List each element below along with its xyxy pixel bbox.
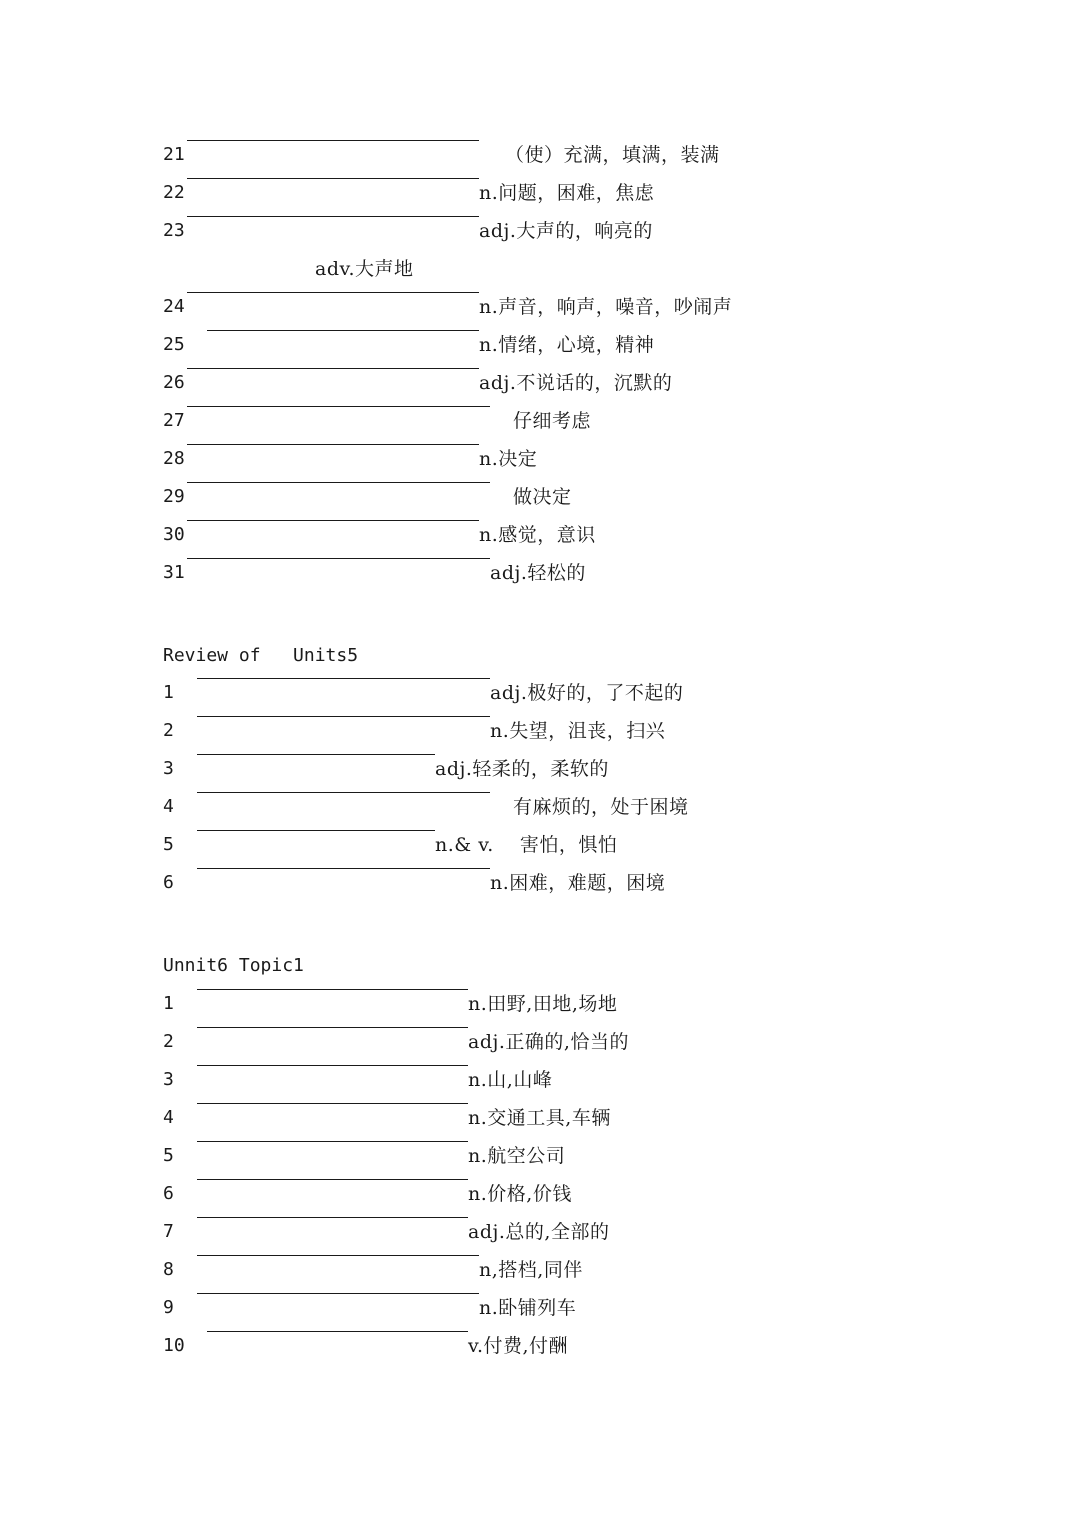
definition: n.交通工具,车辆 bbox=[468, 1107, 611, 1129]
definition: 有麻烦的，处于困境 bbox=[513, 796, 689, 818]
answer-blank[interactable] bbox=[197, 1065, 468, 1066]
answer-blank[interactable] bbox=[187, 406, 490, 407]
item-number: 10 bbox=[163, 1335, 185, 1356]
answer-blank[interactable] bbox=[197, 678, 490, 679]
item-number: 1 bbox=[163, 993, 174, 1014]
item-number: 4 bbox=[163, 796, 174, 817]
definition: adj.总的,全部的 bbox=[468, 1221, 610, 1243]
definition: n.问题，困难，焦虑 bbox=[479, 182, 655, 204]
item-number: 25 bbox=[163, 334, 185, 355]
definition: adj.不说话的，沉默的 bbox=[479, 372, 673, 394]
answer-blank[interactable] bbox=[187, 178, 479, 179]
definition: adj.大声的，响亮的 bbox=[479, 220, 653, 242]
answer-blank[interactable] bbox=[187, 216, 479, 217]
answer-blank[interactable] bbox=[207, 1331, 468, 1332]
answer-blank[interactable] bbox=[197, 1179, 468, 1180]
definition: n.卧铺列车 bbox=[479, 1297, 577, 1319]
definition: n.决定 bbox=[479, 448, 538, 470]
item-number: 26 bbox=[163, 372, 185, 393]
definition: n.航空公司 bbox=[468, 1145, 566, 1167]
item-number: 6 bbox=[163, 872, 174, 893]
definition: v.付费,付酬 bbox=[468, 1335, 569, 1357]
item-number: 22 bbox=[163, 182, 185, 203]
item-number: 30 bbox=[163, 524, 185, 545]
definition: （使）充满，填满，装满 bbox=[505, 144, 720, 166]
item-number: 7 bbox=[163, 1221, 174, 1242]
answer-blank[interactable] bbox=[197, 1255, 479, 1256]
item-number: 3 bbox=[163, 1069, 174, 1090]
item-number: 2 bbox=[163, 720, 174, 741]
definition: adj.正确的,恰当的 bbox=[468, 1031, 629, 1053]
definition: n.情绪，心境，精神 bbox=[479, 334, 655, 356]
item-number: 5 bbox=[163, 1145, 174, 1166]
answer-blank[interactable] bbox=[197, 1027, 468, 1028]
item-number: 28 bbox=[163, 448, 185, 469]
item-number: 31 bbox=[163, 562, 185, 583]
item-number: 21 bbox=[163, 144, 185, 165]
answer-blank[interactable] bbox=[197, 1217, 468, 1218]
answer-blank[interactable] bbox=[197, 1141, 468, 1142]
section-heading: Unnit6 Topic1 bbox=[163, 955, 304, 976]
definition: n,搭档,同伴 bbox=[479, 1259, 583, 1281]
definition: n.山,山峰 bbox=[468, 1069, 553, 1091]
answer-blank[interactable] bbox=[197, 754, 435, 755]
answer-blank[interactable] bbox=[187, 482, 490, 483]
item-number: 2 bbox=[163, 1031, 174, 1052]
item-number: 9 bbox=[163, 1297, 174, 1318]
section-heading: Review of Units5 bbox=[163, 645, 359, 666]
item-number: 4 bbox=[163, 1107, 174, 1128]
answer-blank[interactable] bbox=[197, 716, 490, 717]
definition: n.声音，响声，噪音，吵闹声 bbox=[479, 296, 733, 318]
item-number: 29 bbox=[163, 486, 185, 507]
definition: n.感觉，意识 bbox=[479, 524, 596, 546]
answer-blank[interactable] bbox=[197, 830, 435, 831]
definition: 仔细考虑 bbox=[513, 410, 592, 432]
item-number: 5 bbox=[163, 834, 174, 855]
item-number: 24 bbox=[163, 296, 185, 317]
definition: 做决定 bbox=[513, 486, 572, 508]
definition: adj.轻松的 bbox=[490, 562, 586, 584]
answer-blank[interactable] bbox=[197, 989, 468, 990]
item-number: 6 bbox=[163, 1183, 174, 1204]
answer-blank[interactable] bbox=[187, 444, 479, 445]
item-number: 1 bbox=[163, 682, 174, 703]
definition: adv.大声地 bbox=[315, 258, 414, 280]
item-number: 27 bbox=[163, 410, 185, 431]
answer-blank[interactable] bbox=[207, 330, 479, 331]
answer-blank[interactable] bbox=[187, 368, 479, 369]
answer-blank[interactable] bbox=[187, 558, 490, 559]
definition: adj.极好的，了不起的 bbox=[490, 682, 684, 704]
answer-blank[interactable] bbox=[187, 520, 479, 521]
answer-blank[interactable] bbox=[197, 868, 490, 869]
answer-blank[interactable] bbox=[187, 140, 479, 141]
item-number: 23 bbox=[163, 220, 185, 241]
definition: n.困难，难题，困境 bbox=[490, 872, 666, 894]
definition: n.价格,价钱 bbox=[468, 1183, 572, 1205]
definition: adj.轻柔的，柔软的 bbox=[435, 758, 609, 780]
answer-blank[interactable] bbox=[197, 792, 490, 793]
definition: n.田野,田地,场地 bbox=[468, 993, 618, 1015]
definition: n.失望，沮丧，扫兴 bbox=[490, 720, 666, 742]
item-number: 8 bbox=[163, 1259, 174, 1280]
definition: n.& v. 害怕，惧怕 bbox=[435, 834, 618, 856]
answer-blank[interactable] bbox=[197, 1103, 468, 1104]
answer-blank[interactable] bbox=[187, 292, 479, 293]
answer-blank[interactable] bbox=[197, 1293, 479, 1294]
item-number: 3 bbox=[163, 758, 174, 779]
